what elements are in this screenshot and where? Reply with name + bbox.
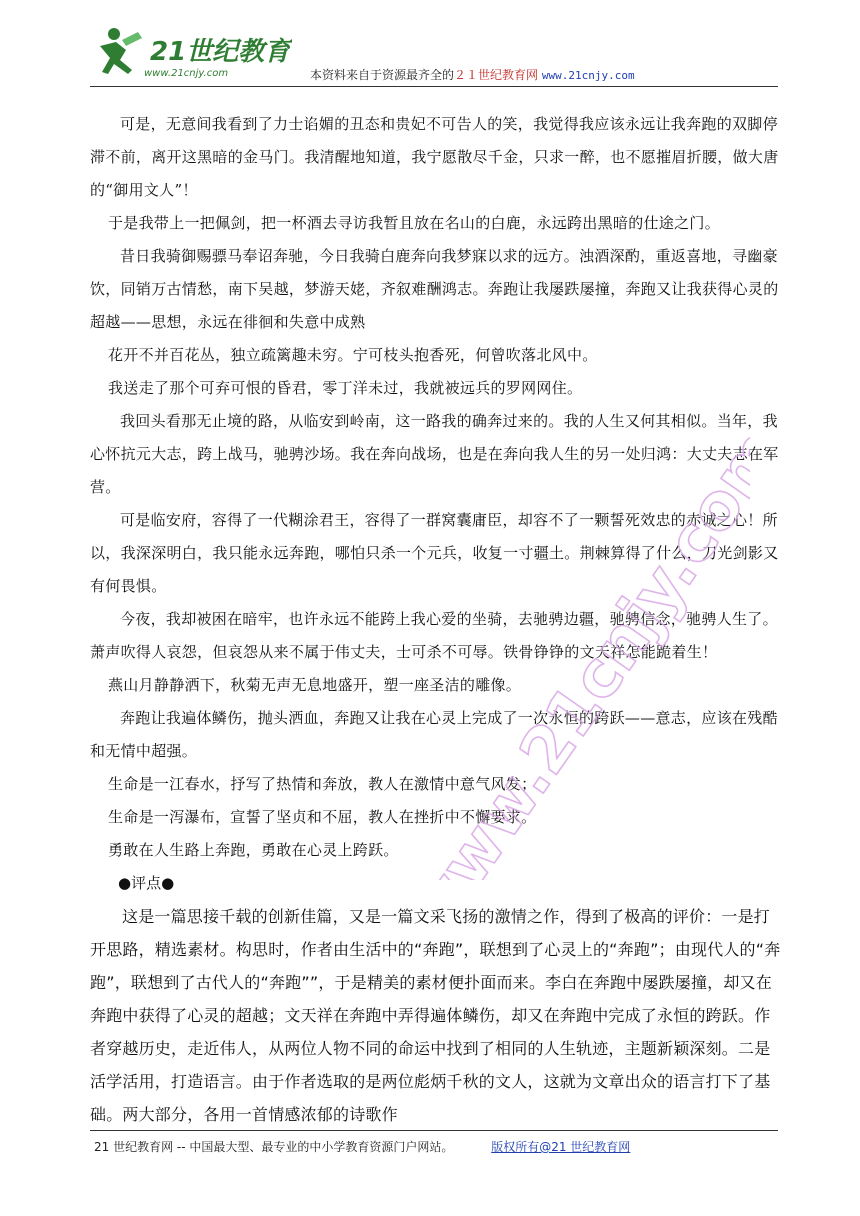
paragraph: 于是我带上一把佩剑，把一杯酒去寻访我暂且放在名山的白鹿，永远跨出黑暗的仕途之门。 [108, 214, 721, 232]
header-divider [90, 86, 778, 87]
copyright-link[interactable]: 版权所有@21 世纪教育网 [491, 1140, 631, 1154]
paragraph: 燕山月静静洒下，秋菊无声无息地盛开，塑一座圣洁的雕像。 [108, 676, 522, 694]
header-prefix: 本资料来自于资源最齐全的 [310, 68, 455, 82]
paragraph: 生命是一江春水，抒写了热情和奔放，教人在激情中意气风发； [108, 775, 537, 793]
header-source-line [310, 66, 635, 83]
article-body [90, 108, 782, 1131]
paragraph: 可是临安府，容得了一代糊涂君王，容得了一群窝囊庸臣，却容不了一颗誓死效忠的赤诚之心！所以，我深深明白，我只能永远奔跑，哪怕只杀一个元兵，收复一寸疆土。荆棘算得了什么，刀光剑影又有何畏惧。 [90, 511, 779, 595]
footer-divider [90, 1130, 778, 1131]
logo-graphic [92, 24, 292, 84]
footer-text: 21 世纪教育网 -- 中国最大型、最专业的中小学教育资源门户网站。 [94, 1140, 454, 1154]
comment-heading: ●评点● [118, 874, 175, 892]
paragraph: 可是，无意间我看到了力士谄媚的丑态和贵妃不可告人的笑，我觉得我应该永远让我奔跑的双脚停滞不前，离开这黑暗的金马门。我清醒地知道，我宁愿散尽千金，只求一醉，也不愿摧眉折腰，做大唐的“御用文人”！ [90, 115, 779, 199]
review-paragraph: 这是一篇思接千载的创新佳篇，又是一篇文采飞扬的激情之作，得到了极高的评价：一是打开思路，精选素材。构思时，作者由生活中的“奔跑”，联想到了心灵上的“奔跑”；由现代人的“奔跑”，联想到了古代人的“奔跑””，于是精美的素材便扑面而来。李白在奔跑中屡跌屡撞，却又在奔跑中获得了心灵的超越；文天祥在奔跑中弄得遍体鳞伤，却又在奔跑中完成了永恒的跨跃。作者穿越历史，走近伟人，从两位人物不同的命运中找到了相同的人生轨迹，主题新颖深刻。二是活学活用，打造语言。由于作者选取的是两位彪炳千秋的文人，这就为文章出众的语言打下了基础。两大部分，各用一首情感浓郁的诗歌作 [90, 907, 781, 1124]
paragraph: 勇敢在人生路上奔跑，勇敢在心灵上跨跃。 [108, 841, 399, 859]
paragraph: 今夜，我却被困在暗牢，也许永远不能跨上我心爱的坐骑，去驰骋边疆，驰骋信念，驰骋人生了。萧声吹得人哀怨，但哀怨从来不属于伟丈夫，士可杀不可辱。铁骨铮铮的文天祥怎能跪着生！ [90, 610, 778, 661]
header-site-name: ２１世纪教育网 [454, 68, 539, 82]
paragraph: 花开不并百花丛，独立疏篱趣未穷。宁可枝头抱香死，何曾吹落北风中。 [108, 346, 598, 364]
paragraph: 昔日我骑御赐骠马奉诏奔驰，今日我骑白鹿奔向我梦寐以求的远方。浊酒深酌，重返喜地，寻幽豪饮，同销万古情愁，南下吴越，梦游天姥，齐叙难酬鸿志。奔跑让我屡跌屡撞，奔跑又让我获得心灵的超越——思想，永远在徘徊和失意中成熟 [90, 247, 779, 331]
paragraph: 奔跑让我遍体鳞伤，抛头洒血，奔跑又让我在心灵上完成了一次永恒的跨跃——意志，应该在残酷和无情中超强。 [90, 709, 778, 760]
svg-text:www.21cnjy.com: www.21cnjy.com [144, 68, 229, 79]
site-logo [92, 24, 292, 84]
page-header [0, 0, 860, 92]
paragraph: 我送走了那个可弃可恨的昏君，零丁洋未过，我就被远兵的罗网网住。 [108, 379, 583, 397]
paragraph: 生命是一泻瀑布，宣誓了坚贞和不屈，教人在挫折中不懈要求。 [108, 808, 537, 826]
watermark-text: www.21cnjy.com [392, 415, 750, 880]
svg-text:21世纪教育: 21世纪教育 [150, 37, 291, 67]
page-footer [94, 1138, 630, 1155]
paragraph: 我回头看那无止境的路，从临安到岭南，这一路我的确奔过来的。我的人生又何其相似。当年，我心怀抗元大志，跨上战马，驰骋沙场。我在奔向战场，也是在奔向我人生的另一处归鸿：大丈夫志在军营。 [90, 412, 779, 496]
header-url-link[interactable]: www.21cnjy.com [541, 69, 635, 82]
